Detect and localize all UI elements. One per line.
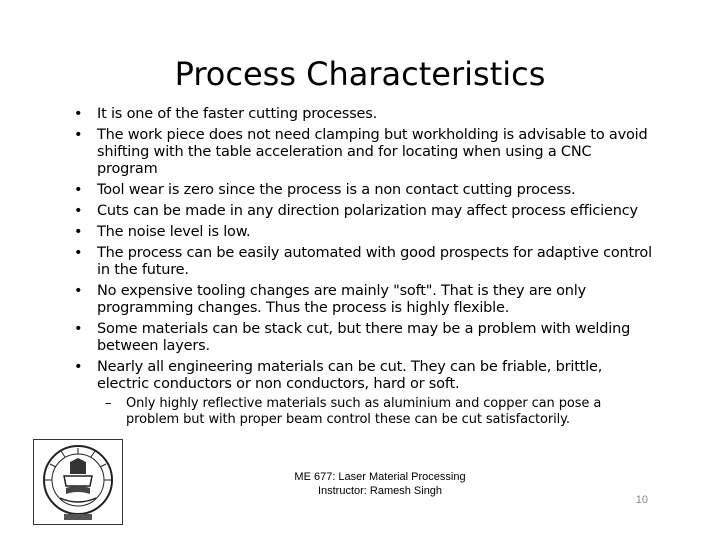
slide-title: Process Characteristics [174, 55, 546, 93]
course-label: ME 677: Laser Material Processing [294, 471, 466, 483]
instructor-label: Instructor: Ramesh Singh [317, 485, 443, 497]
bullet-text: The work piece does not need clamping but workholding is advisable to avoid shifting with the table acceleration and for locating when using a CNC program [97, 127, 648, 177]
bullet-text: The noise level is low. [97, 224, 251, 240]
list-item [74, 359, 654, 428]
footer [280, 470, 480, 498]
bullet-text: Cuts can be made in any direction polarization may affect process efficiency [97, 203, 638, 219]
bullet-text: It is one of the faster cutting processes. [97, 106, 378, 122]
page-number: 10 [635, 494, 648, 506]
bullet-glyph: • [74, 321, 83, 337]
bullet-glyph: • [74, 106, 83, 122]
bullet-text: The process can be easily automated with good prospects for adaptive control in the future. [97, 245, 652, 278]
bullet-glyph: • [74, 182, 83, 198]
list-item [74, 224, 654, 241]
list-item [74, 127, 654, 178]
bullet-glyph: • [74, 245, 83, 261]
bullet-glyph: • [74, 127, 83, 143]
list-item [74, 203, 654, 220]
bullet-glyph: • [74, 203, 83, 219]
list-item [74, 245, 654, 279]
emblem-graphic [34, 440, 122, 524]
bullet-text: Nearly all engineering materials can be cut. They can be friable, brittle, electric conductors or non conductors, hard or soft. [97, 359, 603, 392]
list-item [74, 321, 654, 355]
sub-list-item [105, 396, 654, 428]
bullet-text: Tool wear is zero since the process is a non contact cutting process. [97, 182, 576, 198]
bullet-glyph: • [74, 224, 83, 240]
bullet-text: Some materials can be stack cut, but there may be a problem with welding between layers. [97, 321, 631, 354]
bullet-list [74, 106, 654, 432]
sub-bullet-glyph: – [105, 396, 112, 411]
bullet-glyph: • [74, 359, 83, 375]
list-item [74, 182, 654, 199]
bullet-glyph: • [74, 283, 83, 299]
sub-bullet-list [105, 396, 654, 428]
bullet-text: No expensive tooling changes are mainly "soft". That is they are only programming changes. Thus the process is highly flexible. [97, 283, 586, 316]
list-item [74, 283, 654, 317]
list-item [74, 106, 654, 123]
sub-bullet-text: Only highly reflective materials such as aluminium and copper can pose a problem but with proper beam control these can be cut satisfactorily. [126, 396, 602, 427]
institute-emblem-icon [33, 439, 123, 525]
